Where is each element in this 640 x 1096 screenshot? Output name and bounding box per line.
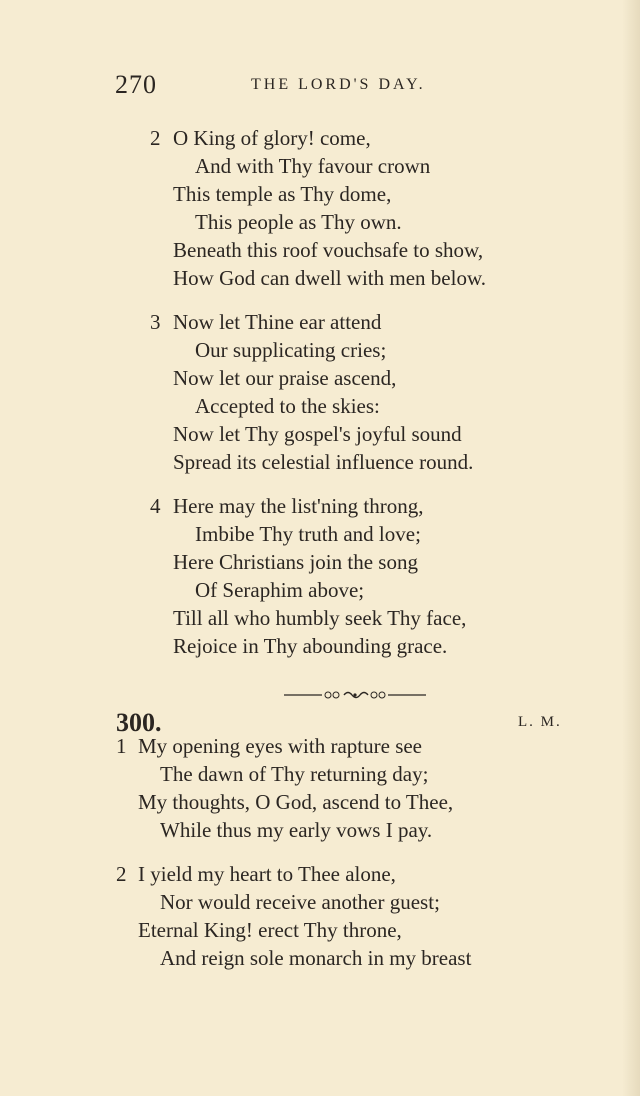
verse-line: Here Christians join the song (173, 550, 418, 574)
verse-line: Now let our praise ascend, (173, 366, 397, 390)
verse-line: O King of glory! come, (173, 126, 371, 150)
verse-line: Nor would receive another guest; (160, 890, 440, 914)
verse-line: And reign sole monarch in my breast (160, 946, 472, 970)
verse-line: How God can dwell with men below. (173, 266, 486, 290)
verse-line: Till all who humbly seek Thy face, (173, 606, 467, 630)
verse-line: Imbibe Thy truth and love; (195, 522, 421, 546)
page-edge-shadow (622, 0, 640, 1096)
verse-line: My thoughts, O God, ascend to Thee, (138, 790, 454, 814)
verse-line: This people as Thy own. (195, 210, 402, 234)
verse-line: Our supplicating cries; (195, 338, 387, 362)
verse-line: Rejoice in Thy abounding grace. (173, 634, 448, 658)
verse-line: And with Thy favour crown (195, 154, 431, 178)
verse-line: Beneath this roof vouchsafe to show, (173, 238, 484, 262)
hymn-number: 300. (116, 708, 162, 737)
stanza-number: 1 (116, 734, 127, 758)
verse-line: Here may the list'ning throng, (173, 494, 424, 518)
running-head: THE LORD'S DAY. (251, 76, 426, 93)
verse-line: The dawn of Thy returning day; (160, 762, 429, 786)
stanza-number: 2 (116, 862, 127, 886)
verse-line: Accepted to the skies: (195, 394, 380, 418)
verse-line: Now let Thine ear attend (173, 310, 382, 334)
stanza-number: 3 (150, 310, 161, 334)
stanza-number: 4 (150, 494, 161, 518)
page-header (115, 70, 535, 106)
page-number: 270 (115, 70, 157, 99)
verse-line: Now let Thy gospel's joyful sound (173, 422, 462, 446)
verse-line: This temple as Thy dome, (173, 182, 392, 206)
ornament-divider (284, 688, 426, 702)
stanza-number: 2 (150, 126, 161, 150)
verse-line: Eternal King! erect Thy throne, (138, 918, 402, 942)
verse-line: Of Seraphim above; (195, 578, 365, 602)
verse-line: I yield my heart to Thee alone, (138, 862, 396, 886)
verse-line: My opening eyes with rapture see (138, 734, 423, 758)
hymn-meter: L. M. (518, 714, 562, 730)
verse-line: Spread its celestial influence round. (173, 450, 474, 474)
verse-line: While thus my early vows I pay. (160, 818, 433, 842)
